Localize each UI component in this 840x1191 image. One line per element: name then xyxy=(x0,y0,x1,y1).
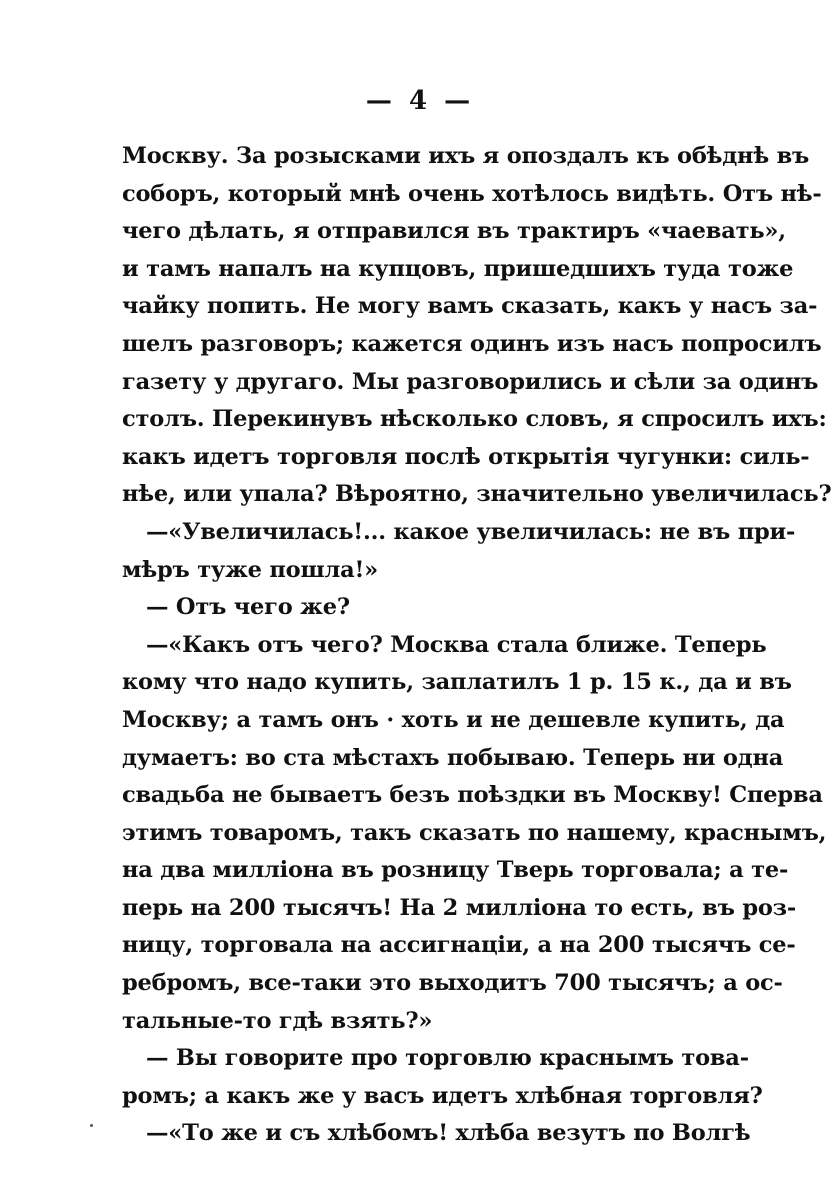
text-line: чайку попить. Не могу вамъ сказать, какъ у насъ за- xyxy=(122,293,818,320)
text-line: кому что надо купить, заплатилъ 1 р. 15 к., да и въ xyxy=(122,669,792,696)
text-line: ромъ; а какъ же у васъ идетъ хлѣбная торговля? xyxy=(122,1082,763,1109)
text-line: газету у другаго. Мы разговорились и сѣли за одинъ xyxy=(122,368,819,395)
text-line: столъ. Перекинувъ нѣсколько словъ, я спросилъ ихъ: xyxy=(122,406,827,433)
text-line: — Вы говорите про торговлю краснымъ това- xyxy=(146,1045,749,1072)
text-line: и тамъ напалъ на купцовъ, пришедшихъ туда тоже xyxy=(122,255,794,282)
text-line: — Отъ чего же? xyxy=(146,594,350,621)
text-line: —«То же и съ хлѣбомъ! хлѣба везутъ по Волгѣ xyxy=(146,1120,751,1147)
text-line: —«Увеличилась!... какое увеличилась: не въ при- xyxy=(146,518,796,545)
text-line: чего дѣлать, я отправился въ трактиръ «чаевать», xyxy=(122,218,786,245)
text-line: на два милліона въ розницу Тверь торговала; а те- xyxy=(122,857,789,884)
text-line: шелъ разговоръ; кажется одинъ изъ насъ попросилъ xyxy=(122,330,822,357)
text-line: какъ идетъ торговля послѣ открытія чугунки: силь- xyxy=(122,443,810,470)
text-line: Москву; а тамъ онъ · хоть и не дешевле купить, да xyxy=(122,706,785,733)
page-number: — 4 — xyxy=(365,86,475,116)
text-line: думаетъ: во ста мѣстахъ побываю. Теперь ни одна xyxy=(122,744,784,771)
text-line: Москву. За розысками ихъ я опоздалъ къ обѣднѣ въ xyxy=(122,143,810,169)
text-line: ребромъ, все-таки это выходитъ 700 тысячъ; а ос- xyxy=(122,970,783,997)
text-line: соборъ, который мнѣ очень хотѣлось видѣть. Отъ нѣ- xyxy=(122,180,822,207)
text-line: перь на 200 тысячъ! На 2 милліона то есть, въ роз- xyxy=(122,894,796,921)
text-line: этимъ товаромъ, такъ сказать по нашему, краснымъ, xyxy=(122,819,827,846)
text-line: нѣе, или упала? Вѣроятно, значительно увеличилась? xyxy=(122,481,832,508)
text-line: мѣръ туже пошла!» xyxy=(122,556,379,583)
body-text xyxy=(122,138,832,1153)
text-line: тальные-то гдѣ взять?» xyxy=(122,1007,433,1034)
text-line: ницу, торговала на ассигнаціи, а на 200 тысячъ се- xyxy=(122,932,796,959)
text-line: —«Какъ отъ чего? Москва стала ближе. Теперь xyxy=(146,631,767,658)
print-speck xyxy=(90,1124,93,1127)
text-line: свадьба не бываетъ безъ поѣздки въ Москву! Сперва xyxy=(122,782,823,809)
